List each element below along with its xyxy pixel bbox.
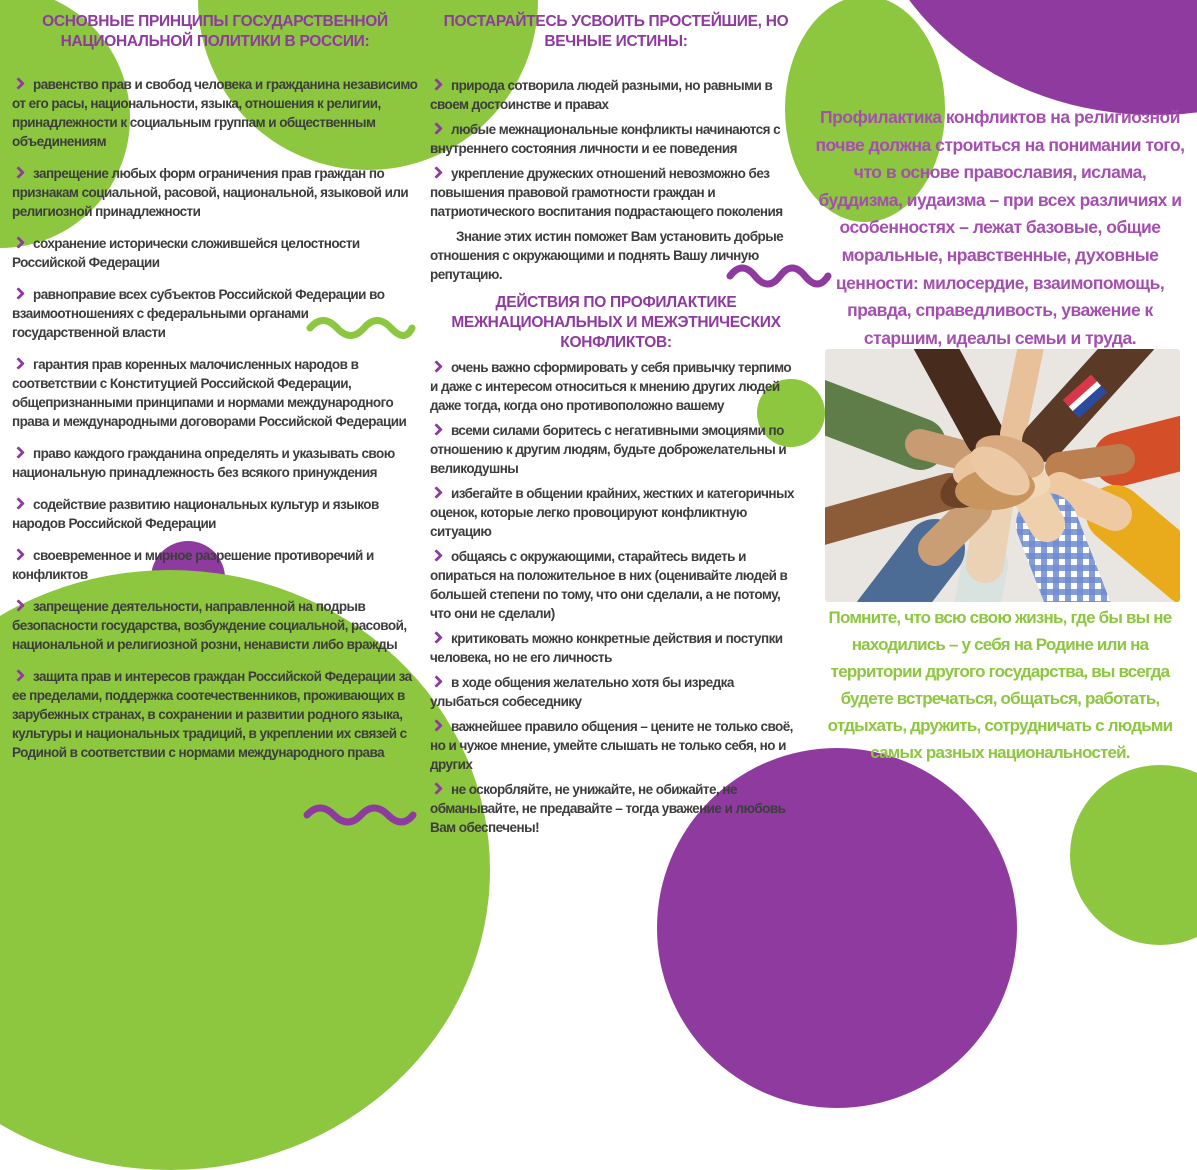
bullet-arrow-icon xyxy=(12,548,25,561)
list-item xyxy=(430,120,802,158)
list-item-text: не оскорбляйте, не унижайте, не обижайте, не обманывайте, не предавайте – тогда уважение и любовь Вам обеспечены! xyxy=(430,782,786,835)
bullet-arrow-icon xyxy=(12,236,25,249)
bullet-arrow-icon xyxy=(12,446,25,459)
bullet-arrow-icon xyxy=(430,360,443,373)
list-item xyxy=(430,547,802,623)
panel-principles xyxy=(12,10,418,775)
list-item-text: равенство прав и свобод человека и гражданина независимо от его расы, национальности, языка, отношения к религии, принадлежности к социальным группам и общественным объединениям xyxy=(12,77,418,149)
bullet-arrow-icon xyxy=(430,486,443,499)
list-item xyxy=(12,444,418,482)
bullet-arrow-icon xyxy=(430,122,443,135)
wavy-line-purple-bottom-icon xyxy=(303,800,417,828)
bullet-arrow-icon xyxy=(12,287,25,300)
bullet-arrow-icon xyxy=(430,782,443,795)
list-item xyxy=(12,75,418,151)
list-item xyxy=(12,597,418,654)
list-item-text: сохранение исторически сложившейся целостности Российской Федерации xyxy=(12,236,360,270)
hands-photo xyxy=(825,349,1180,602)
list-item-text: содействие развитию национальных культур и языков народов Российской Федерации xyxy=(12,497,379,531)
list-item xyxy=(12,285,418,342)
bullet-arrow-icon xyxy=(12,357,25,370)
list-item xyxy=(12,164,418,221)
list-item xyxy=(12,234,418,272)
list-item xyxy=(430,76,802,114)
list-item xyxy=(430,164,802,221)
list-item xyxy=(12,667,418,762)
bullet-arrow-icon xyxy=(12,166,25,179)
list-item-text: избегайте в общении крайних, жестких и категоричных оценок, которые легко провоцируют конфликтную ситуацию xyxy=(430,486,794,539)
list-item-text: природа сотворила людей разными, но равными в своем достоинстве и правах xyxy=(430,78,773,112)
list-item xyxy=(12,495,418,533)
bullet-arrow-icon xyxy=(430,166,443,179)
list-item xyxy=(430,421,802,478)
list-item-text: право каждого гражданина определять и указывать свою национальную принадлежность без всякого принуждения xyxy=(12,446,395,480)
bullet-arrow-icon xyxy=(430,549,443,562)
list-item-text: равноправие всех субъектов Российской Федерации во взаимоотношениях с федеральными органами государственной власти xyxy=(12,287,385,340)
bullet-arrow-icon xyxy=(12,669,25,682)
bullet-arrow-icon xyxy=(430,78,443,91)
list-item-text: укрепление дружеских отношений невозможно без повышения правовой грамотности граждан и патриотического воспитания подрастающего поколения xyxy=(430,166,783,219)
principles-heading: ОСНОВНЫЕ ПРИНЦИПЫ ГОСУДАРСТВЕННОЙ НАЦИОНАЛЬНОЙ ПОЛИТИКИ В РОССИИ: xyxy=(42,13,388,50)
bullet-arrow-icon xyxy=(12,497,25,510)
list-item xyxy=(430,673,802,711)
list-item xyxy=(430,717,802,774)
list-item-text: в ходе общения желательно хотя бы изредка улыбаться собеседнику xyxy=(430,675,734,709)
decor-circle-bottom-right xyxy=(1070,765,1197,945)
list-item-text: критиковать можно конкретные действия и поступки человека, но не его личность xyxy=(430,631,783,665)
list-item xyxy=(430,358,802,415)
list-item-text: любые межнациональные конфликты начинаются с внутреннего состояния личности и ее поведения xyxy=(430,122,781,156)
actions-heading: ДЕЙСТВИЯ ПО ПРОФИЛАКТИКЕ МЕЖНАЦИОНАЛЬНЫХ И МЕЖЭТНИЧЕСКИХ КОНФЛИКТОВ: xyxy=(451,294,781,351)
remember-paragraph: Помните, что всю свою жизнь, где бы вы не находились – у себя на Родине или на территории другого государства, вы всегда будете встречаться, общаться, работать, отдыхать, дружить, сотрудничать с людьми самых разных национальностей. xyxy=(827,608,1173,762)
religion-paragraph: Профилактика конфликтов на религиозной почве должна строиться на понимании того, что в основе православия, ислама, буддизма, иудаизма – при всех различиях и особенностях – лежат базовые, общие моральные, нравственные, духовные ценности: милосердие, взаимопомощь, правда, справедливость, уважение к старшим, идеалы семьи и труда. xyxy=(815,107,1185,348)
bullet-arrow-icon xyxy=(430,631,443,644)
list-item-text: своевременное и мирное разрешение противоречий и конфликтов xyxy=(12,548,374,582)
list-item xyxy=(12,546,418,584)
list-item-text: гарантия прав коренных малочисленных народов в соответствии с Конституцией Российской Федерации, общепризнанными принципами и нормами международного права и международными договорами Российской Федерации xyxy=(12,357,407,429)
list-item xyxy=(12,355,418,431)
list-item-text: запрещение любых форм ограничения прав граждан по признакам социальной, расовой, национальной, языковой или религиозной принадлежности xyxy=(12,166,409,219)
list-item-text: всеми силами боритесь с негативными эмоциями по отношению к другим людям, будьте доброжелательны и великодушны xyxy=(430,423,787,476)
list-item-text: общаясь с окружающими, старайтесь видеть и опираться на положительное в них (оценивайте людей в большей степени по тому, что они сделали, а не потому, что они не сделали) xyxy=(430,549,788,621)
list-item xyxy=(430,780,802,837)
bullet-arrow-icon xyxy=(12,599,25,612)
list-item-text: защита прав и интересов граждан Российской Федерации за ее пределами, поддержка соотечественников, проживающих в зарубежных странах, в сохранении и развитии родного языка, культуры и национальных традиций, в укреплении их связей с Родиной в соответствии с нормами международного права xyxy=(12,669,412,760)
truths-note: Знание этих истин поможет Вам установить добрые отношения с окружающими и поднять Вашу личную репутацию. xyxy=(430,229,784,282)
panel-truths-and-actions xyxy=(430,10,802,843)
list-item-text: очень важно сформировать у себя привычку терпимо и даже с интересом относиться к мнению других людей даже тогда, когда оно противоположно вашему xyxy=(430,360,792,413)
bullet-arrow-icon xyxy=(12,77,25,90)
list-item xyxy=(430,629,802,667)
list-item-text: важнейшее правило общения – цените не только своё, но и чужое мнение, умейте слышать не только себя, но и других xyxy=(430,719,793,772)
bullet-arrow-icon xyxy=(430,423,443,436)
bullet-arrow-icon xyxy=(430,675,443,688)
list-item xyxy=(430,484,802,541)
truths-heading: ПОСТАРАЙТЕСЬ УСВОИТЬ ПРОСТЕЙШИЕ, НО ВЕЧНЫЕ ИСТИНЫ: xyxy=(443,13,789,50)
bullet-arrow-icon xyxy=(430,719,443,732)
list-item-text: запрещение деятельности, направленной на подрыв безопасности государства, возбуждение социальной, расовой, национальной и религиозной розни, ненависти либо вражды xyxy=(12,599,407,652)
